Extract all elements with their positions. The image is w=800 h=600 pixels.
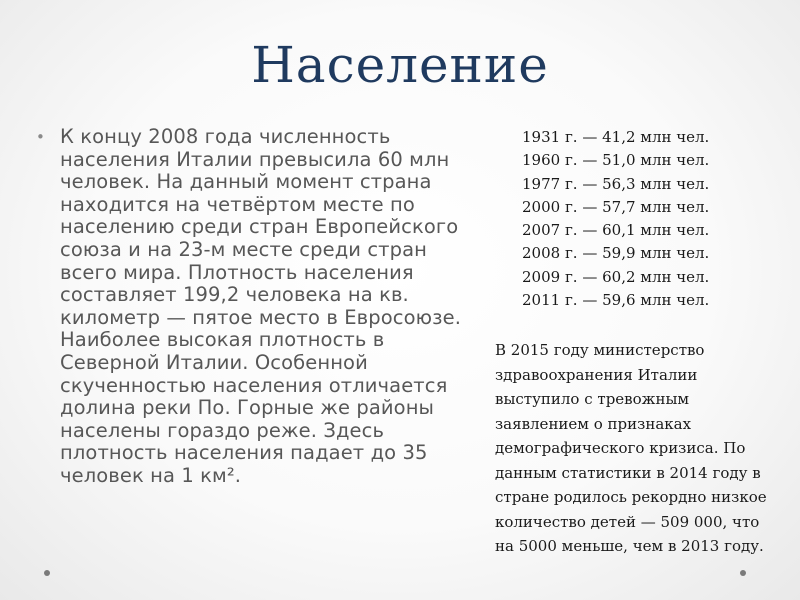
body-text-block bbox=[36, 126, 476, 488]
slide-title: Население bbox=[251, 36, 549, 94]
population-list bbox=[522, 126, 709, 312]
population-row: 1977 г. — 56,3 млн чел. bbox=[522, 174, 710, 193]
body-text: К концу 2008 года численность населения Италии превысила 60 млн человек. На данный момент страна находится на четвёртом месте по населению среди стран Европейского союза и на 23-м месте среди стран всего мира. Плотность населения составляет 199,2 человека на кв. километр — пятое место в Евросоюзе. Наиболее высокая плотность в Северной Италии. Особенной скученностью населения отличается долина реки По. Горные же районы населены гораздо реже. Здесь плотность населения падает до 35 человек на 1 км². bbox=[60, 125, 462, 487]
population-row: 2009 г. — 60,2 млн чел. bbox=[522, 267, 710, 286]
population-row: 2000 г. — 57,7 млн чел. bbox=[522, 197, 710, 216]
population-row: 1931 г. — 41,2 млн чел. bbox=[522, 128, 710, 146]
population-row: 2011 г. — 59,6 млн чел. bbox=[522, 291, 710, 310]
demographic-note: В 2015 году министерство здравоохранения Италии выступило с тревожным заявлением о признаках демографического кризиса. По данным статистики в 2014 году в стране родилось рекордно низкое количество детей — 509 000, что на 5000 меньше, чем в 2013 году. bbox=[495, 341, 767, 555]
population-row: 1960 г. — 51,0 млн чел. bbox=[522, 151, 710, 170]
bullet-icon: • bbox=[36, 128, 45, 146]
decorative-dot-icon bbox=[740, 570, 746, 576]
decorative-dot-icon bbox=[44, 570, 50, 576]
population-row: 2007 г. — 60,1 млн чел. bbox=[522, 221, 710, 240]
population-row: 2008 г. — 59,9 млн чел. bbox=[522, 244, 710, 263]
